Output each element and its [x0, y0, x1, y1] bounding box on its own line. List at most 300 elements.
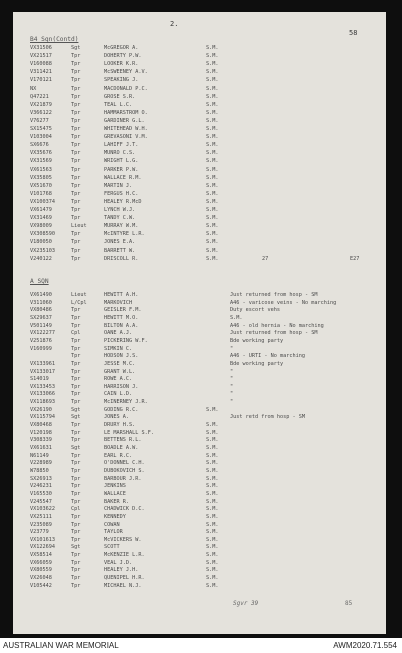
soldier-name: WALLACE R.M. [104, 174, 142, 181]
rank: Tpr [71, 117, 81, 124]
rank: Tpr [71, 314, 81, 321]
service-number: V311421 [30, 69, 52, 76]
table-row [0, 255, 390, 263]
archive-footer [0, 638, 402, 653]
rank: Tpr [71, 142, 81, 149]
service-number: VX115794 [30, 414, 55, 421]
soldier-name: WALLACE [104, 490, 126, 497]
status: S.M. [206, 77, 219, 84]
table-row [0, 117, 390, 125]
rank: Tpr [71, 337, 81, 344]
soldier-name: HEWITT A.H. [104, 292, 139, 298]
status: S.M. [206, 437, 219, 444]
service-number: VX51670 [30, 182, 52, 189]
service-number: VX235103 [30, 247, 55, 254]
status: S.M. [206, 223, 219, 230]
service-number: VX25111 [30, 513, 52, 520]
rank: Tpr [71, 77, 81, 84]
rank: Tpr [71, 429, 81, 436]
status: S.M. [206, 93, 219, 100]
rank: Sgt [71, 445, 81, 451]
handwritten-note: Sgvr 39 [233, 600, 259, 607]
service-number: SX6676 [30, 142, 49, 149]
status: S.M. [206, 158, 219, 165]
rank: Tpr [71, 166, 81, 173]
rank: Tpr [71, 567, 81, 574]
service-number: V246231 [30, 483, 52, 490]
soldier-name: BETTENS R.L. [104, 437, 142, 444]
rank: Tpr [71, 353, 81, 360]
service-number: SX29637 [30, 314, 52, 321]
service-number: VX118693 [30, 399, 55, 406]
service-number: VX61631 [30, 445, 52, 451]
status: S.M. [206, 190, 219, 197]
status: S.M. [206, 150, 219, 157]
table-row [0, 206, 390, 214]
rank: Tpr [71, 536, 81, 543]
service-number: VX308590 [30, 231, 55, 238]
remark: " [230, 391, 234, 398]
rank: Tpr [71, 182, 81, 189]
service-number: V251876 [30, 337, 52, 344]
rank: Tpr [71, 575, 81, 582]
soldier-name: MURRAY W.M. [104, 223, 139, 230]
soldier-name: KENNEDY [104, 513, 126, 520]
table-row [0, 198, 390, 206]
soldier-name: PARKER P.W. [104, 166, 139, 173]
soldier-name: McKENZIE L.R. [104, 552, 145, 559]
status: S.M. [206, 513, 219, 520]
service-number: S14019 [30, 376, 49, 383]
status: S.M. [206, 109, 219, 116]
status: S.M. [206, 69, 219, 76]
rank: Tpr [71, 460, 81, 467]
status: S.M. [206, 174, 219, 181]
service-number: VX31569 [30, 158, 52, 165]
rank: Tpr [71, 399, 81, 406]
rank: Tpr [71, 198, 81, 205]
table-row [0, 230, 390, 238]
remark: " [230, 383, 234, 390]
service-number: V308339 [30, 437, 52, 444]
rank: Tpr [71, 475, 81, 482]
soldier-name: WHITEHEAD W.H. [104, 126, 148, 132]
service-number: VX21879 [30, 101, 52, 108]
rank: Tpr [71, 247, 81, 254]
status: S.M. [206, 475, 219, 482]
remark: Bde working party [230, 360, 284, 367]
soldier-name: LAHIFF J.T. [104, 142, 139, 149]
service-number: VX103622 [30, 506, 55, 513]
status: S.M. [206, 490, 219, 497]
service-number: VX31469 [30, 215, 52, 222]
soldier-name: VEAL J.D. [104, 559, 133, 566]
service-number: VX133066 [30, 391, 55, 398]
soldier-name: McINERNEY J.R. [104, 399, 148, 406]
rank: Tpr [71, 53, 81, 60]
soldier-name: JONES A. [104, 414, 129, 421]
soldier-name: BOADLE A.W. [104, 445, 139, 451]
rank: Tpr [71, 85, 81, 92]
rank: Lieut [71, 223, 87, 230]
table-row [0, 238, 390, 246]
soldier-name: LE MARSHALL S.F. [104, 429, 154, 436]
soldier-name: McSWEENEY A.V. [104, 69, 148, 76]
handwritten-code: 85 [345, 600, 353, 607]
remark: A46 - old hernia - No marching [230, 322, 324, 329]
status: S.M. [206, 460, 219, 467]
soldier-name: JESSE M.C. [104, 360, 136, 367]
rank: Sgt [71, 45, 81, 51]
service-number: VX122694 [30, 544, 55, 551]
service-number: NX [30, 85, 37, 92]
rank: Tpr [71, 93, 81, 100]
soldier-name: HODSON J.S. [104, 353, 139, 360]
status: S.M. [206, 45, 219, 51]
soldier-name: CHADWICK D.C. [104, 506, 145, 513]
service-number: VX35805 [30, 174, 52, 181]
archive-id: AWM2020.71.554 [333, 641, 397, 650]
status: S.M. [206, 467, 219, 474]
service-number: V76277 [30, 117, 49, 124]
soldier-name: McINTYRE L.R. [104, 231, 145, 238]
soldier-name: ROWE A.C. [104, 376, 133, 383]
rank: Tpr [71, 498, 81, 505]
rank: Tpr [71, 452, 81, 459]
rank: Sgt [71, 406, 81, 413]
rank: Tpr [71, 150, 81, 157]
status: S.M. [206, 429, 219, 436]
soldier-name: QUENIPEL H.R. [104, 575, 145, 582]
table-row [0, 214, 390, 222]
remark: Duty escort vehs [230, 307, 280, 314]
soldier-name: GROSE S.R. [104, 93, 136, 100]
rank: Tpr [71, 345, 81, 352]
soldier-name: TAYLOR [104, 529, 123, 536]
service-number: Q47221 [30, 93, 49, 100]
table-row [0, 60, 390, 68]
table-row [0, 141, 390, 149]
soldier-name: BARBOUR J.R. [104, 475, 142, 482]
soldier-name: SIMKIN C. [104, 345, 133, 352]
soldier-name: McGREGOR A. [104, 45, 139, 51]
soldier-name: HEALEY J.H. [104, 567, 139, 574]
service-number: V165530 [30, 490, 52, 497]
soldier-name: O'DONNEL C.H. [104, 460, 145, 467]
table-row [0, 85, 390, 93]
service-number: VX98009 [30, 223, 52, 230]
service-number: V120198 [30, 429, 52, 436]
rank: Cpl [71, 506, 81, 513]
table-row [0, 76, 390, 84]
status: S.M. [206, 506, 219, 513]
service-number: V228989 [30, 460, 52, 467]
status: S.M. [206, 559, 219, 566]
status: S.M. [206, 498, 219, 505]
service-number: V235089 [30, 521, 52, 528]
rank: Tpr [71, 307, 81, 314]
rank: Sgt [71, 544, 81, 551]
rank: Tpr [71, 174, 81, 181]
rank: Tpr [71, 134, 81, 141]
table-row [0, 149, 390, 157]
soldier-name: HAMMARSTROM O. [104, 109, 148, 116]
service-number: VX101613 [30, 536, 55, 543]
status: S.M. [206, 231, 219, 238]
remark: S.M. [230, 314, 243, 321]
service-number: VX58514 [30, 552, 52, 559]
soldier-name: PICKERING W.F. [104, 337, 148, 344]
service-number: VX26190 [30, 406, 52, 413]
soldier-name: GEISLER F.M. [104, 307, 142, 314]
soldier-name: GODING R.C. [104, 406, 139, 413]
rank: Tpr [71, 215, 81, 222]
rank: Tpr [71, 483, 81, 490]
section-heading-a-sqn: A SQN [30, 278, 49, 285]
soldier-name: DRISCOLL R. [104, 255, 139, 262]
rank: Sgt [71, 414, 81, 421]
table-row [0, 109, 390, 117]
rank: Lieut [71, 292, 87, 298]
rank: Tpr [71, 239, 81, 246]
status: S.M. [206, 207, 219, 213]
soldier-name: BILTON A.A. [104, 322, 139, 329]
remark: Bde working party [230, 337, 284, 344]
status: S.M. [206, 575, 219, 582]
status: S.M. [206, 215, 219, 222]
rank: Tpr [71, 101, 81, 108]
table-row [0, 190, 390, 198]
rank: Tpr [71, 552, 81, 559]
service-number: VX35676 [30, 150, 52, 157]
rank: Tpr [71, 490, 81, 497]
rank: Tpr [71, 69, 81, 76]
rank: Tpr [71, 376, 81, 383]
count: 27 [262, 255, 269, 262]
status: S.M. [206, 255, 219, 262]
table-row [0, 125, 390, 133]
service-number: VX100374 [30, 198, 55, 205]
status: S.M. [206, 406, 219, 413]
soldier-name: JONES E.A. [104, 239, 136, 246]
rank: Tpr [71, 61, 81, 68]
soldier-name: TANDY C.W. [104, 215, 136, 222]
soldier-name: LYNCH W.J. [104, 207, 136, 213]
status: S.M. [206, 134, 219, 141]
service-number: W78850 [30, 467, 49, 474]
service-number: V366122 [30, 109, 52, 116]
rank: Tpr [71, 391, 81, 398]
table-row [0, 247, 390, 255]
remark: A46 - URTI - No marching [230, 353, 305, 360]
status: S.M. [206, 101, 219, 108]
remark: " [230, 368, 234, 375]
section-heading-b4: B4 Sqn(Contd) [30, 36, 79, 43]
rank: Tpr [71, 360, 81, 367]
soldier-name: TEAL L.C. [104, 101, 133, 108]
status: S.M. [206, 126, 219, 132]
soldier-name: GREVASONI V.M. [104, 134, 148, 141]
soldier-name: HEALEY R.McD [104, 198, 142, 205]
soldier-name: COWAN [104, 521, 120, 528]
soldier-name: LOOKER K.R. [104, 61, 139, 68]
soldier-name: SPEAKING J. [104, 77, 139, 84]
rank: Tpr [71, 255, 81, 262]
soldier-name: MUNRO C.S. [104, 150, 136, 157]
rank: Tpr [71, 521, 81, 528]
status: S.M. [206, 445, 219, 451]
rank: Tpr [71, 422, 81, 429]
status: S.M. [206, 544, 219, 551]
table-row [0, 68, 390, 76]
table-row [0, 52, 390, 60]
service-number: SX26913 [30, 475, 52, 482]
service-number: N61149 [30, 452, 49, 459]
rank: L/Cpl [71, 299, 87, 306]
service-number: SX15475 [30, 126, 52, 132]
soldier-name: DOHERTY P.W. [104, 53, 142, 60]
service-number: V101768 [30, 190, 52, 197]
rank: Tpr [71, 158, 81, 165]
status: S.M. [206, 142, 219, 149]
rank: Tpr [71, 437, 81, 444]
table-row [0, 222, 390, 230]
page-number: 2. [170, 20, 179, 28]
status: S.M. [206, 166, 219, 173]
status: S.M. [206, 521, 219, 528]
rank: Tpr [71, 529, 81, 536]
soldier-name: JENKINS [104, 483, 126, 490]
table-row [0, 44, 390, 52]
rank: Tpr [71, 467, 81, 474]
rank: Tpr [71, 109, 81, 116]
remark: " [230, 399, 234, 406]
service-number: VX133453 [30, 383, 55, 390]
service-number: V160088 [30, 61, 52, 68]
service-number: VX31506 [30, 45, 52, 51]
rank: Tpr [71, 582, 81, 589]
service-number: VX61563 [30, 166, 52, 173]
service-number: VX61490 [30, 292, 52, 298]
status: S.M. [206, 239, 219, 246]
table-row [0, 582, 390, 590]
soldier-name: MARTIN J. [104, 182, 133, 189]
service-number: VX80486 [30, 307, 52, 314]
rank: Tpr [71, 368, 81, 375]
status: S.M. [206, 53, 219, 60]
service-number: V23779 [30, 529, 49, 536]
status: S.M. [206, 198, 219, 205]
status: S.M. [206, 422, 219, 429]
service-number: V501149 [30, 322, 52, 329]
soldier-name: MACDONALD P.C. [104, 85, 148, 92]
table-row [0, 133, 390, 141]
service-number: VX26048 [30, 575, 52, 582]
service-number: VX133961 [30, 360, 55, 367]
rank: Tpr [71, 231, 81, 238]
service-number: VX80559 [30, 567, 52, 574]
table-row [0, 182, 390, 190]
soldier-name: DRURY H.S. [104, 422, 136, 429]
status: S.M. [206, 182, 219, 189]
remark: Just returned from hosp - SM [230, 292, 318, 298]
service-number: V105442 [30, 582, 52, 589]
soldier-name: OANE A.J. [104, 330, 133, 337]
rank: Tpr [71, 126, 81, 132]
service-number: V170121 [30, 77, 52, 84]
status: S.M. [206, 552, 219, 559]
table-row [0, 157, 390, 165]
soldier-name: DUBOKOVICH S. [104, 467, 145, 474]
rank: Cpl [71, 330, 81, 337]
status: S.M. [206, 85, 219, 92]
archive-name: AUSTRALIAN WAR MEMORIAL [3, 641, 119, 650]
remark: " [230, 376, 234, 383]
folio-number: 58 [349, 29, 358, 37]
service-number: VX122277 [30, 330, 55, 337]
status: S.M. [206, 582, 219, 589]
soldier-name: FERGUS H.C. [104, 190, 139, 197]
service-number: V103004 [30, 134, 52, 141]
remark: " [230, 345, 234, 352]
service-number: V245547 [30, 498, 52, 505]
service-number: V311060 [30, 299, 52, 306]
table-row [0, 174, 390, 182]
soldier-name: HEWITT M.O. [104, 314, 139, 321]
table-row [0, 166, 390, 174]
soldier-name: WRIGHT L.G. [104, 158, 139, 165]
service-number: VX61479 [30, 207, 52, 213]
service-number: VX21517 [30, 53, 52, 60]
status: S.M. [206, 247, 219, 254]
status: S.M. [206, 61, 219, 68]
service-number: V160999 [30, 345, 52, 352]
remark: A46 - varicose veins - No marching [230, 299, 337, 306]
soldier-name: McVICKERS W. [104, 536, 142, 543]
service-number: VX66059 [30, 559, 52, 566]
service-number: VX80468 [30, 422, 52, 429]
status: S.M. [206, 567, 219, 574]
service-number: VX133017 [30, 368, 55, 375]
soldier-name: MICHAEL N.J. [104, 582, 142, 589]
remark: Just retd from hosp - SM [230, 414, 305, 421]
rank: Tpr [71, 513, 81, 520]
soldier-name: HARRISON J. [104, 383, 139, 390]
remark: Just returned from hosp - SM [230, 330, 318, 337]
soldier-name: SCOTT [104, 544, 120, 551]
soldier-name: CAIN L.D. [104, 391, 133, 398]
service-number: V240122 [30, 255, 52, 262]
soldier-name: EARL R.C. [104, 452, 133, 459]
status: S.M. [206, 483, 219, 490]
table-row [0, 101, 390, 109]
soldier-name: GRANT W.L. [104, 368, 136, 375]
status: S.M. [206, 452, 219, 459]
soldier-name: BAKER R. [104, 498, 129, 505]
rank: Tpr [71, 559, 81, 566]
code: E27 [350, 255, 360, 262]
service-number: V180050 [30, 239, 52, 246]
rank: Tpr [71, 190, 81, 197]
rank: Tpr [71, 322, 81, 329]
rank: Tpr [71, 207, 81, 213]
status: S.M. [206, 117, 219, 124]
soldier-name: BARRETT W. [104, 247, 136, 254]
status: S.M. [206, 529, 219, 536]
rank: Tpr [71, 383, 81, 390]
table-row [0, 93, 390, 101]
soldier-name: MARKOVICH [104, 299, 133, 306]
